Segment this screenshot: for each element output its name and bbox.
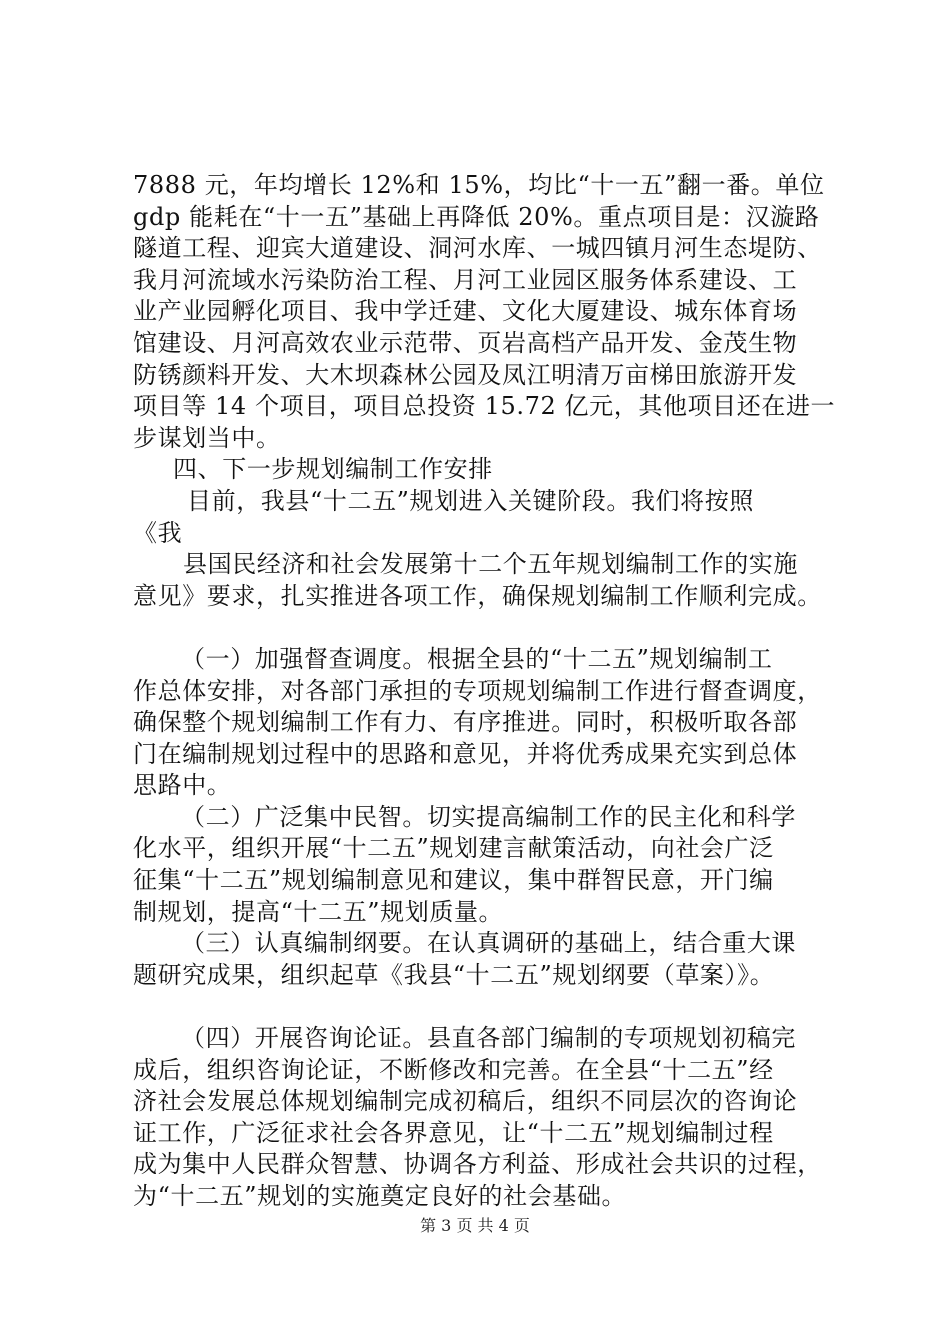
list-item: （三）认真编制纲要。在认真调研的基础上，结合重大课 (181, 929, 796, 958)
text-line: 济社会发展总体规划编制完成初稿后，组织不同层次的咨询论 (133, 1087, 798, 1116)
text-line: 防锈颜料开发、大木坝森林公园及凤江明清万亩梯田旅游开发 (133, 360, 798, 389)
list-item: （二）广泛集中民智。切实提高编制工作的民主化和科学 (181, 802, 796, 831)
text-line: 步谋划当中。 (133, 423, 281, 452)
text-line: 馆建设、月河高效农业示范带、页岩高档产品开发、金茂生物 (133, 328, 798, 357)
document-body (133, 170, 851, 1213)
section-heading: 四、下一步规划编制工作安排 (173, 455, 493, 484)
text-line: 成为集中人民群众智慧、协调各方利益、形成社会共识的过程， (133, 1150, 822, 1179)
text-line: 确保整个规划编制工作有力、有序推进。同时，积极听取各部 (133, 708, 798, 737)
page-number-footer: 第 3 页 共 4 页 (420, 1216, 530, 1235)
text-line: 制规划，提高“十二五”规划质量。 (133, 897, 504, 926)
text-line: 隧道工程、迎宾大道建设、洞河水库、一城四镇月河生态堤防、 (133, 234, 822, 263)
text-line: 征集“十二五”规划编制意见和建议，集中群智民意，开门编 (133, 866, 774, 895)
text-line: 业产业园孵化项目、我中学迁建、文化大厦建设、城东体育场 (133, 297, 798, 326)
text-line: 思路中。 (133, 771, 232, 800)
text-line: 项目等 14 个项目，项目总投资 15.72 亿元，其他项目还在进一 (133, 392, 836, 421)
text-line: 为“十二五”规划的实施奠定良好的社会基础。 (133, 1182, 627, 1210)
text-line: 题研究成果，组织起草《我县“十二五”规划纲要（草案）》。 (133, 960, 775, 989)
list-item: （一）加强督查调度。根据全县的“十二五”规划编制工 (181, 644, 773, 673)
text-line: 县国民经济和社会发展第十二个五年规划编制工作的实施 (183, 550, 798, 579)
text-line: 门在编制规划过程中的思路和意见，并将优秀成果充实到总体 (133, 739, 798, 768)
text-line: 目前，我县“十二五”规划进入关键阶段。我们将按照 (187, 486, 754, 515)
text-line: 意见》要求，扎实推进各项工作，确保规划编制工作顺利完成。 (133, 581, 822, 610)
paragraph-gap (133, 991, 851, 1023)
text-line: gdp 能耗在“十一五”基础上再降低 20%。重点项目是：汉漩路 (133, 202, 820, 231)
text-line: 成后，组织咨询论证，不断修改和完善。在全县“十二五”经 (133, 1055, 774, 1084)
text-line: 化水平，组织开展“十二五”规划建言献策活动，向社会广泛 (133, 834, 774, 863)
text-line: 《我 (133, 518, 183, 547)
text-line: 我月河流域水污染防治工程、月河工业园区服务体系建设、工 (133, 265, 798, 294)
text-line: 作总体安排，对各部门承担的专项规划编制工作进行督查调度， (133, 676, 822, 705)
paragraph-gap (133, 612, 851, 644)
text-line: 7888 元，年均增长 12%和 15%，均比“十一五”翻一番。单位 (133, 171, 825, 199)
text-line: 证工作，广泛征求社会各界意见，让“十二五”规划编制过程 (133, 1118, 774, 1147)
list-item: （四）开展咨询论证。县直各部门编制的专项规划初稿完 (181, 1024, 796, 1053)
